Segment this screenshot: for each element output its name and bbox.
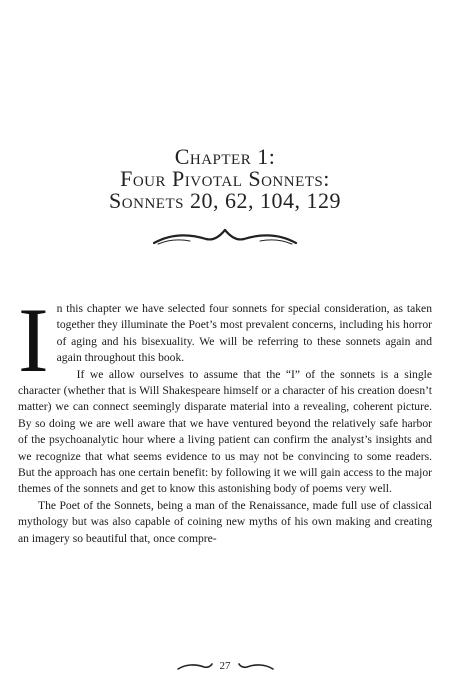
chapter-title-line-2: Sonnets 20, 62, 104, 129 xyxy=(109,188,341,213)
paragraph-1-text: n this chapter we have selected four sonnets for special consideration, as taken together they illuminate the Poet’s most prevalent concerns, including his horror of aging and his bisexuality. We will be referring to these sonnets again and again throughout this book. xyxy=(56,302,432,365)
chapter-number: Chapter 1: xyxy=(174,144,276,169)
chapter-body xyxy=(18,289,432,547)
page-footer xyxy=(0,656,450,676)
paragraph-3: The Poet of the Sonnets, being a man of the Renaissance, made full use of classical mythology but was also capable of coining new myths of his own making and creating an imagery so beautiful that, once compre- xyxy=(18,498,432,545)
page-number: 27 xyxy=(219,660,231,672)
chapter-heading xyxy=(0,146,450,212)
swash-left-icon xyxy=(176,660,214,672)
chapter-title-line-1: Four Pivotal Sonnets: xyxy=(120,166,330,191)
paragraph-1 xyxy=(18,289,432,391)
drop-cap: I xyxy=(18,289,49,391)
paragraph-2: If we allow ourselves to assume that the “I” of the sonnets is a single character (whether that is Will Shakespeare himself or a character of his creation doesn’t matter) we can connect seemingly disparate material into a revealing, coherent picture. By so doing we are well aware that we have ventured beyond the relatively safe harbor of the psychoanalytic hour where a living patient can confirm the analyst’s insights and we recognize that what seems evidence to us may not be convincing to some readers. But the approach has one certain benefit: by following it we will gain access to the major themes of the sonnets and get to know this astonishing body of poems very well. xyxy=(18,367,432,496)
swash-ornament-icon xyxy=(150,224,300,250)
swash-right-icon xyxy=(237,660,275,672)
